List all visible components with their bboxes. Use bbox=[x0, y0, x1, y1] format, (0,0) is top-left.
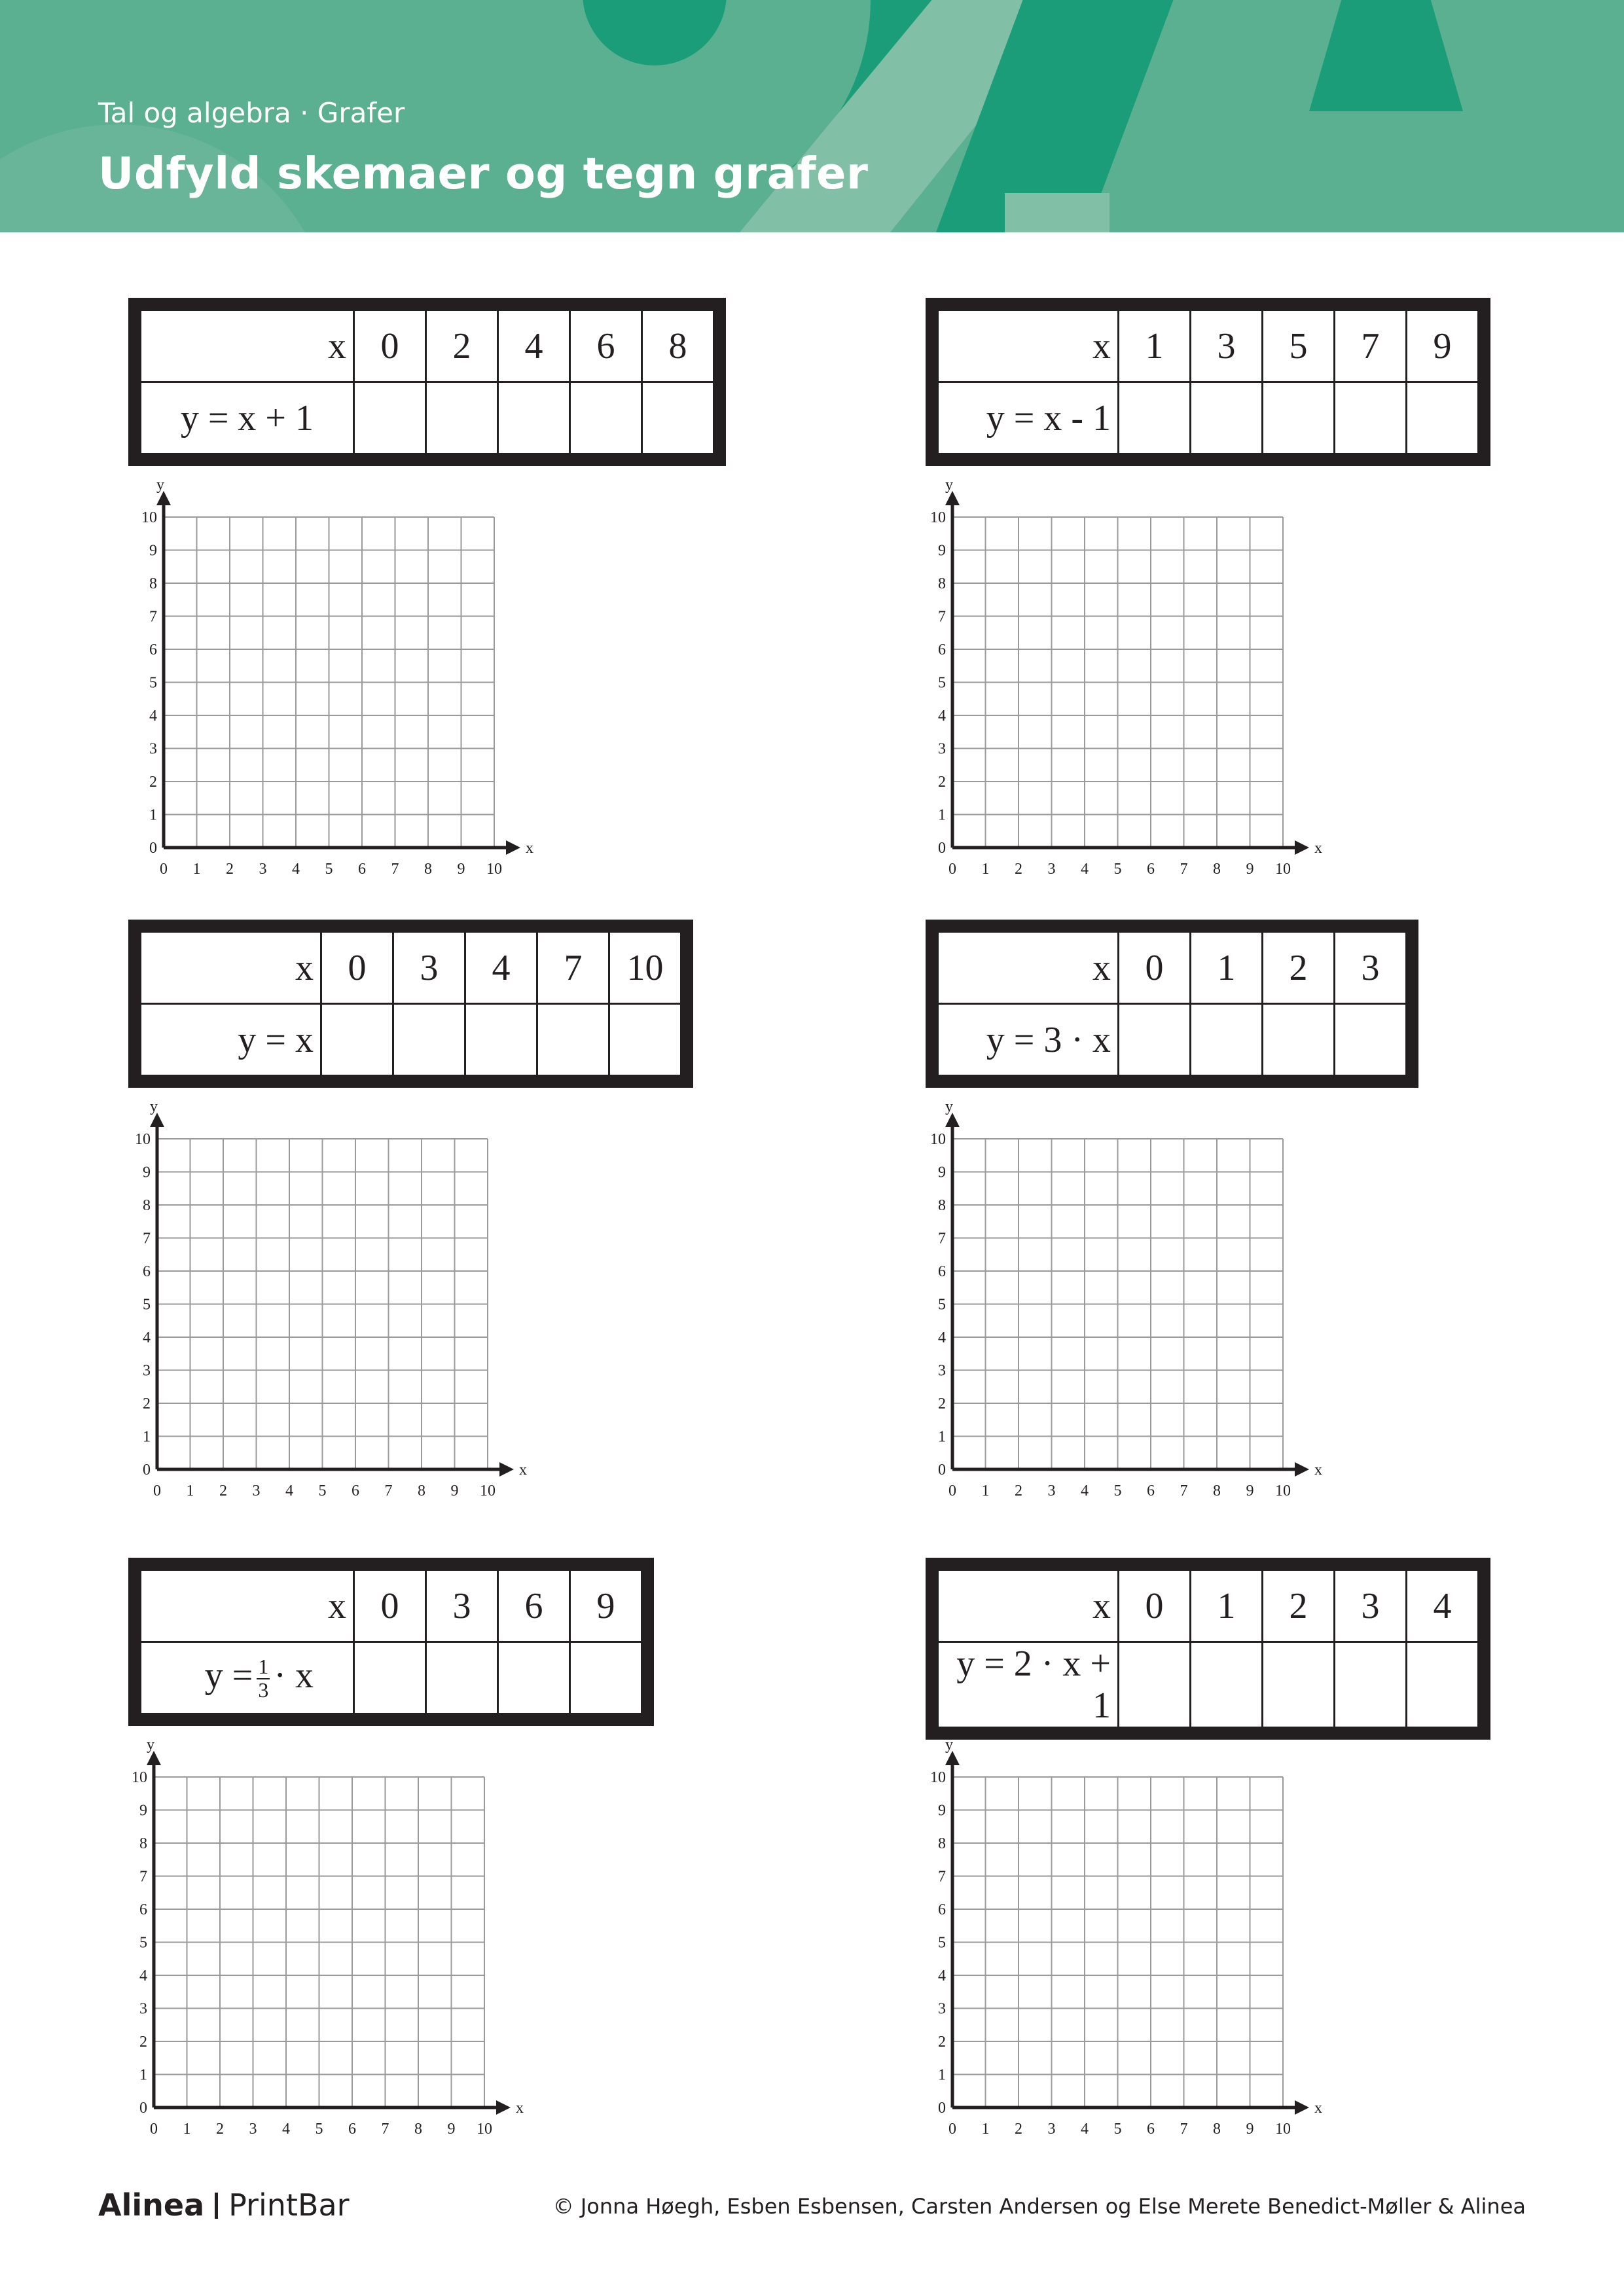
x-value-cell: 6 bbox=[570, 304, 642, 382]
x-tick-label: 8 bbox=[1213, 1482, 1221, 1499]
x-value-cell: 0 bbox=[1119, 1564, 1191, 1642]
y-answer-cell[interactable] bbox=[1335, 1004, 1413, 1082]
x-tick-label: 7 bbox=[391, 861, 399, 878]
value-table-6 bbox=[926, 1558, 1490, 1740]
x-value-cell: 7 bbox=[537, 926, 609, 1004]
y-answer-cell[interactable] bbox=[1263, 382, 1335, 460]
x-tick-label: 7 bbox=[381, 2121, 389, 2138]
y-answer-cell[interactable] bbox=[465, 1004, 537, 1082]
x-tick-label: 2 bbox=[1015, 2121, 1022, 2138]
y-tick-label: 0 bbox=[938, 2100, 946, 2117]
y-tick-label: 9 bbox=[938, 542, 946, 560]
y-tick-label: 7 bbox=[938, 1868, 946, 1886]
y-axis-label: y bbox=[945, 1100, 953, 1115]
formula-cell: y = x + 1 bbox=[135, 382, 354, 460]
y-answer-cell[interactable] bbox=[1263, 1004, 1335, 1082]
formula-prefix: y = bbox=[204, 1655, 253, 1696]
x-value-cell: 3 bbox=[393, 926, 465, 1004]
y-answer-cell[interactable] bbox=[498, 1642, 570, 1720]
x-tick-label: 3 bbox=[252, 1482, 261, 1499]
x-tick-label: 8 bbox=[418, 1482, 425, 1499]
y-axis-label: y bbox=[150, 1100, 158, 1115]
x-header-cell: x bbox=[932, 304, 1119, 382]
y-tick-label: 1 bbox=[938, 2066, 946, 2084]
y-tick-label: 3 bbox=[143, 1362, 151, 1380]
x-axis-arrow bbox=[506, 840, 520, 855]
fraction-denominator: 3 bbox=[258, 1677, 269, 1702]
x-tick-label: 9 bbox=[1246, 2121, 1254, 2138]
y-tick-label: 4 bbox=[938, 1967, 946, 1984]
x-axis-arrow bbox=[496, 2100, 511, 2115]
y-tick-label: 4 bbox=[938, 708, 946, 725]
x-tick-label: 8 bbox=[424, 861, 432, 878]
x-value-cell: 8 bbox=[642, 304, 720, 382]
x-tick-label: 1 bbox=[183, 2121, 191, 2138]
x-tick-label: 10 bbox=[1275, 1482, 1291, 1499]
x-tick-label: 0 bbox=[153, 1482, 161, 1499]
x-tick-label: 0 bbox=[160, 861, 168, 878]
y-tick-label: 8 bbox=[938, 1835, 946, 1852]
x-header-cell: x bbox=[932, 1564, 1119, 1642]
x-tick-label: 2 bbox=[216, 2121, 224, 2138]
y-tick-label: 10 bbox=[930, 1769, 946, 1786]
formula-cell: y = 2 · x + 1 bbox=[932, 1642, 1119, 1734]
coordinate-grid-6[interactable] bbox=[910, 1738, 1329, 2144]
x-tick-label: 1 bbox=[981, 1482, 990, 1499]
x-value-cell: 1 bbox=[1119, 304, 1191, 382]
value-table-3 bbox=[128, 920, 693, 1088]
coordinate-grid-4[interactable] bbox=[910, 1100, 1329, 1505]
x-value-cell: 4 bbox=[465, 926, 537, 1004]
value-table-1 bbox=[128, 298, 726, 466]
y-axis-label: y bbox=[147, 1738, 154, 1753]
y-answer-cell[interactable] bbox=[498, 382, 570, 460]
x-axis-arrow bbox=[1295, 1462, 1309, 1477]
y-tick-label: 3 bbox=[149, 740, 157, 758]
y-answer-cell[interactable] bbox=[1335, 1642, 1407, 1734]
x-value-cell: 3 bbox=[1191, 304, 1263, 382]
formula-cell bbox=[135, 1642, 354, 1720]
y-tick-label: 9 bbox=[938, 1164, 946, 1181]
y-tick-label: 0 bbox=[938, 840, 946, 857]
y-tick-label: 3 bbox=[938, 1362, 946, 1380]
y-tick-label: 7 bbox=[149, 608, 157, 626]
x-axis-label: x bbox=[526, 840, 533, 857]
x-axis-label: x bbox=[516, 2100, 524, 2117]
x-value-cell: 5 bbox=[1263, 304, 1335, 382]
printbar-wordmark: PrintBar bbox=[228, 2187, 350, 2223]
y-tick-label: 1 bbox=[139, 2066, 147, 2084]
coordinate-grid-3[interactable] bbox=[115, 1100, 533, 1505]
x-tick-label: 6 bbox=[348, 2121, 356, 2138]
x-tick-label: 3 bbox=[1047, 2121, 1056, 2138]
x-tick-label: 2 bbox=[226, 861, 234, 878]
y-tick-label: 0 bbox=[143, 1462, 151, 1479]
x-value-cell: 0 bbox=[1119, 926, 1191, 1004]
x-tick-label: 9 bbox=[447, 2121, 456, 2138]
y-tick-label: 2 bbox=[143, 1395, 151, 1412]
y-tick-label: 10 bbox=[141, 509, 157, 526]
y-axis-label: y bbox=[945, 1738, 953, 1753]
y-answer-cell[interactable] bbox=[1335, 382, 1407, 460]
x-axis-arrow bbox=[1295, 2100, 1309, 2115]
y-tick-label: 5 bbox=[938, 1934, 946, 1952]
y-answer-cell[interactable] bbox=[1119, 1004, 1191, 1082]
x-value-cell: 2 bbox=[1263, 1564, 1335, 1642]
x-value-cell: 4 bbox=[1407, 1564, 1485, 1642]
y-answer-cell[interactable] bbox=[1407, 1642, 1485, 1734]
x-value-cell: 6 bbox=[498, 1564, 570, 1642]
value-table-5 bbox=[128, 1558, 654, 1726]
fraction-numerator: 1 bbox=[258, 1655, 269, 1679]
x-value-cell: 10 bbox=[609, 926, 687, 1004]
x-tick-label: 4 bbox=[1081, 2121, 1089, 2138]
footer bbox=[0, 2179, 1624, 2232]
y-tick-label: 6 bbox=[139, 1901, 147, 1918]
x-tick-label: 6 bbox=[1147, 1482, 1155, 1499]
x-tick-label: 2 bbox=[1015, 1482, 1022, 1499]
y-answer-cell[interactable] bbox=[1407, 382, 1485, 460]
x-value-cell: 0 bbox=[321, 926, 393, 1004]
y-answer-cell[interactable] bbox=[609, 1004, 687, 1082]
y-tick-label: 8 bbox=[149, 575, 157, 592]
y-answer-cell[interactable] bbox=[537, 1004, 609, 1082]
coordinate-grid-2[interactable] bbox=[910, 478, 1329, 884]
y-answer-cell[interactable] bbox=[570, 1642, 648, 1720]
y-tick-label: 8 bbox=[938, 1197, 946, 1214]
x-tick-label: 4 bbox=[1081, 861, 1089, 878]
y-answer-cell[interactable] bbox=[426, 382, 498, 460]
x-axis-arrow bbox=[499, 1462, 514, 1477]
y-tick-label: 3 bbox=[938, 2000, 946, 2018]
x-tick-label: 0 bbox=[150, 2121, 158, 2138]
y-tick-label: 4 bbox=[938, 1329, 946, 1346]
x-axis-label: x bbox=[1314, 2100, 1322, 2117]
y-tick-label: 1 bbox=[938, 806, 946, 824]
x-tick-label: 8 bbox=[1213, 2121, 1221, 2138]
x-tick-label: 9 bbox=[450, 1482, 459, 1499]
x-value-cell: 2 bbox=[1263, 926, 1335, 1004]
x-tick-label: 4 bbox=[282, 2121, 290, 2138]
x-tick-label: 7 bbox=[1180, 2121, 1188, 2138]
x-tick-label: 2 bbox=[1015, 861, 1022, 878]
x-tick-label: 1 bbox=[981, 2121, 990, 2138]
y-tick-label: 5 bbox=[149, 674, 157, 692]
y-tick-label: 5 bbox=[143, 1296, 151, 1314]
formula-cell: y = x bbox=[135, 1004, 321, 1082]
y-tick-label: 8 bbox=[938, 575, 946, 592]
x-value-cell: 0 bbox=[354, 1564, 426, 1642]
y-tick-label: 4 bbox=[143, 1329, 151, 1346]
x-value-cell: 0 bbox=[354, 304, 426, 382]
y-tick-label: 3 bbox=[139, 2000, 147, 2018]
y-tick-label: 3 bbox=[938, 740, 946, 758]
x-axis-label: x bbox=[1314, 1462, 1322, 1479]
y-tick-label: 8 bbox=[139, 1835, 147, 1852]
x-tick-label: 1 bbox=[186, 1482, 194, 1499]
x-tick-label: 2 bbox=[219, 1482, 227, 1499]
y-answer-cell[interactable] bbox=[321, 1004, 393, 1082]
y-tick-label: 7 bbox=[143, 1230, 151, 1247]
y-tick-label: 6 bbox=[149, 641, 157, 658]
y-tick-label: 0 bbox=[938, 1462, 946, 1479]
x-value-cell: 2 bbox=[426, 304, 498, 382]
coordinate-grid-5[interactable] bbox=[111, 1738, 530, 2144]
x-tick-label: 0 bbox=[948, 1482, 956, 1499]
x-value-cell: 1 bbox=[1191, 1564, 1263, 1642]
x-tick-label: 5 bbox=[1113, 2121, 1122, 2138]
x-tick-label: 0 bbox=[948, 861, 956, 878]
y-tick-label: 10 bbox=[930, 509, 946, 526]
x-tick-label: 6 bbox=[1147, 2121, 1155, 2138]
x-tick-label: 4 bbox=[292, 861, 300, 878]
y-answer-cell[interactable] bbox=[1119, 382, 1191, 460]
y-tick-label: 10 bbox=[930, 1131, 946, 1148]
x-tick-label: 3 bbox=[1047, 861, 1056, 878]
fraction bbox=[257, 1656, 270, 1701]
x-value-cell: 7 bbox=[1335, 304, 1407, 382]
x-tick-label: 3 bbox=[1047, 1482, 1056, 1499]
x-tick-label: 5 bbox=[1113, 1482, 1122, 1499]
x-value-cell: 9 bbox=[1407, 304, 1485, 382]
y-tick-label: 2 bbox=[149, 774, 157, 791]
x-tick-label: 8 bbox=[414, 2121, 422, 2138]
y-answer-cell[interactable] bbox=[426, 1642, 498, 1720]
x-header-cell: x bbox=[135, 926, 321, 1004]
x-value-cell: 3 bbox=[426, 1564, 498, 1642]
y-tick-label: 6 bbox=[143, 1263, 151, 1280]
x-header-cell: x bbox=[135, 1564, 354, 1642]
y-answer-cell[interactable] bbox=[1191, 1004, 1263, 1082]
y-tick-label: 9 bbox=[149, 542, 157, 560]
x-header-cell: x bbox=[135, 304, 354, 382]
x-tick-label: 10 bbox=[1275, 861, 1291, 878]
x-tick-label: 7 bbox=[1180, 861, 1188, 878]
x-tick-label: 9 bbox=[1246, 1482, 1254, 1499]
header-banner bbox=[0, 0, 1624, 232]
x-value-cell: 9 bbox=[570, 1564, 648, 1642]
x-value-cell: 1 bbox=[1191, 926, 1263, 1004]
y-answer-cell[interactable] bbox=[1119, 1642, 1191, 1734]
coordinate-grid-1[interactable] bbox=[121, 478, 540, 884]
y-tick-label: 6 bbox=[938, 1263, 946, 1280]
formula-cell: y = 3 · x bbox=[932, 1004, 1119, 1082]
x-value-cell: 3 bbox=[1335, 926, 1413, 1004]
y-tick-label: 0 bbox=[139, 2100, 147, 2117]
y-answer-cell[interactable] bbox=[1191, 1642, 1263, 1734]
y-axis-label: y bbox=[156, 478, 164, 493]
formula-suffix: · x bbox=[274, 1655, 314, 1696]
y-answer-cell[interactable] bbox=[1263, 1642, 1335, 1734]
x-tick-label: 4 bbox=[285, 1482, 293, 1499]
subject-kicker: Tal og algebra · Grafer bbox=[98, 97, 405, 129]
x-tick-label: 9 bbox=[457, 861, 465, 878]
y-answer-cell[interactable] bbox=[570, 382, 642, 460]
logo-separator bbox=[215, 2193, 218, 2219]
x-value-cell: 3 bbox=[1335, 1564, 1407, 1642]
formula-cell: y = x - 1 bbox=[932, 382, 1119, 460]
y-tick-label: 2 bbox=[139, 2034, 147, 2051]
value-table-4 bbox=[926, 920, 1418, 1088]
x-tick-label: 5 bbox=[1113, 861, 1122, 878]
brand-logo bbox=[98, 2187, 350, 2223]
x-tick-label: 6 bbox=[1147, 861, 1155, 878]
y-tick-label: 10 bbox=[132, 1769, 147, 1786]
y-tick-label: 0 bbox=[149, 840, 157, 857]
x-tick-label: 9 bbox=[1246, 861, 1254, 878]
x-tick-label: 1 bbox=[981, 861, 990, 878]
y-tick-label: 1 bbox=[149, 806, 157, 824]
y-answer-cell[interactable] bbox=[354, 382, 426, 460]
y-tick-label: 6 bbox=[938, 641, 946, 658]
y-tick-label: 10 bbox=[135, 1131, 151, 1148]
x-tick-label: 10 bbox=[486, 861, 502, 878]
x-tick-label: 10 bbox=[477, 2121, 492, 2138]
y-tick-label: 1 bbox=[938, 1428, 946, 1446]
x-tick-label: 6 bbox=[358, 861, 366, 878]
x-tick-label: 5 bbox=[325, 861, 333, 878]
x-value-cell: 4 bbox=[498, 304, 570, 382]
x-tick-label: 5 bbox=[318, 1482, 327, 1499]
y-tick-label: 7 bbox=[139, 1868, 147, 1886]
x-tick-label: 7 bbox=[384, 1482, 393, 1499]
x-header-cell: x bbox=[932, 926, 1119, 1004]
copyright-text: © Jonna Høegh, Esben Esbensen, Carsten Andersen og Else Merete Benedict-Møller & Alinea bbox=[552, 2194, 1526, 2219]
x-tick-label: 3 bbox=[249, 2121, 257, 2138]
x-tick-label: 3 bbox=[259, 861, 267, 878]
page-title: Udfyld skemaer og tegn grafer bbox=[98, 148, 869, 199]
x-tick-label: 10 bbox=[1275, 2121, 1291, 2138]
y-tick-label: 4 bbox=[139, 1967, 147, 1984]
y-tick-label: 2 bbox=[938, 2034, 946, 2051]
y-tick-label: 4 bbox=[149, 708, 157, 725]
y-tick-label: 2 bbox=[938, 774, 946, 791]
x-tick-label: 0 bbox=[948, 2121, 956, 2138]
y-tick-label: 6 bbox=[938, 1901, 946, 1918]
y-tick-label: 5 bbox=[938, 1296, 946, 1314]
x-tick-label: 5 bbox=[315, 2121, 323, 2138]
value-table-2 bbox=[926, 298, 1490, 466]
y-tick-label: 2 bbox=[938, 1395, 946, 1412]
x-tick-label: 8 bbox=[1213, 861, 1221, 878]
y-tick-label: 5 bbox=[139, 1934, 147, 1952]
y-tick-label: 9 bbox=[139, 1802, 147, 1820]
y-answer-cell[interactable] bbox=[354, 1642, 426, 1720]
y-answer-cell[interactable] bbox=[1191, 382, 1263, 460]
y-answer-cell[interactable] bbox=[393, 1004, 465, 1082]
y-tick-label: 9 bbox=[143, 1164, 151, 1181]
y-tick-label: 7 bbox=[938, 1230, 946, 1247]
y-answer-cell[interactable] bbox=[642, 382, 720, 460]
y-tick-label: 8 bbox=[143, 1197, 151, 1214]
y-axis-label: y bbox=[945, 478, 953, 493]
x-tick-label: 1 bbox=[192, 861, 201, 878]
y-tick-label: 9 bbox=[938, 1802, 946, 1820]
y-tick-label: 5 bbox=[938, 674, 946, 692]
x-axis-arrow bbox=[1295, 840, 1309, 855]
x-tick-label: 10 bbox=[480, 1482, 496, 1499]
y-tick-label: 1 bbox=[143, 1428, 151, 1446]
x-tick-label: 7 bbox=[1180, 1482, 1188, 1499]
alinea-wordmark: Alinea bbox=[98, 2187, 205, 2223]
x-tick-label: 6 bbox=[352, 1482, 359, 1499]
x-axis-label: x bbox=[1314, 840, 1322, 857]
y-tick-label: 7 bbox=[938, 608, 946, 626]
x-tick-label: 4 bbox=[1081, 1482, 1089, 1499]
x-axis-label: x bbox=[519, 1462, 527, 1479]
